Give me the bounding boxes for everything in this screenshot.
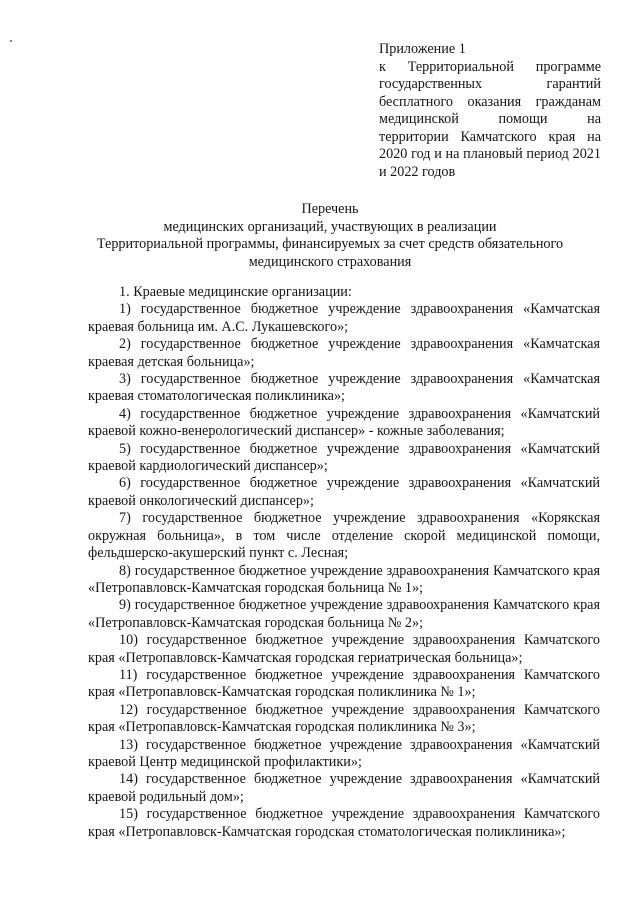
list-item: 3) государственное бюджетное учреждение здравоохранения «Камчатская краевая стоматологическая поликлиника»; (88, 371, 600, 405)
document-heading (60, 201, 600, 271)
list-item: 6) государственное бюджетное учреждение здравоохранения «Камчатский краевой онкологический диспансер»; (88, 475, 600, 509)
appendix-title: Приложение 1 (379, 41, 466, 57)
list-item: 8) государственное бюджетное учреждение здравоохранения Камчатского края «Петропавловск-Камчатская городская больница № 1»; (88, 562, 600, 596)
list-item: 15) государственное бюджетное учреждение здравоохранения Камчатского края «Петропавловск-Камчатская городская стоматологическая поликлиника»; (88, 806, 600, 840)
list-item: 4) государственное бюджетное учреждение здравоохранения «Камчатский краевой кожно-венерологический диспансер» - кожные заболевания; (88, 405, 600, 440)
heading-title: Перечень (301, 201, 359, 217)
list-item: 7) государственное бюджетное учреждение здравоохранения «Корякская окружная больница», в том числе отделение скорой медицинской помощи, фельдшерско-акушерский пункт с. Лесная; (88, 510, 600, 562)
list-item: 9) государственное бюджетное учреждение здравоохранения Камчатского края «Петропавловск-Камчатская городская больница № 2»; (88, 597, 600, 631)
heading-subtitle-2: Территориальной программы, финансируемых за счет средств обязательного медицинского страхования (96, 236, 564, 270)
scan-speck (10, 40, 12, 42)
appendix-body: к Территориальной программе государственных гарантий бесплатного оказания гражданам медицинской помощи на территории Камчатского края на 2020 год и на плановый период 2021 и 2022 годов (379, 58, 601, 180)
organizations-list (88, 284, 600, 841)
heading-subtitle: медицинских организаций, участвующих в реализации (163, 218, 497, 235)
list-item: 13) государственное бюджетное учреждение здравоохранения «Камчатский краевой Центр медицинской профилактики»; (88, 736, 600, 770)
list-item: 14) государственное бюджетное учреждение здравоохранения «Камчатский краевой родильный дом»; (88, 771, 600, 805)
appendix-block (379, 41, 601, 181)
list-item: 11) государственное бюджетное учреждение здравоохранения Камчатского края «Петропавловск-Камчатская городская поликлиника № 1»; (88, 666, 600, 701)
list-item: 1) государственное бюджетное учреждение здравоохранения «Камчатская краевая больница им. А.С. Лукашевского»; (88, 301, 600, 335)
list-item: 5) государственное бюджетное учреждение здравоохранения «Камчатский краевой кардиологический диспансер»; (88, 440, 600, 475)
list-item: 12) государственное бюджетное учреждение здравоохранения Камчатского края «Петропавловск-Камчатская городская поликлиника № 3»; (88, 701, 600, 736)
list-item: 2) государственное бюджетное учреждение здравоохранения «Камчатская краевая детская больница»; (88, 336, 600, 370)
section-heading: 1. Краевые медицинские организации: (119, 284, 352, 300)
list-item: 10) государственное бюджетное учреждение здравоохранения Камчатского края «Петропавловск-Камчатская городская гериатрическая больница»; (88, 632, 600, 666)
